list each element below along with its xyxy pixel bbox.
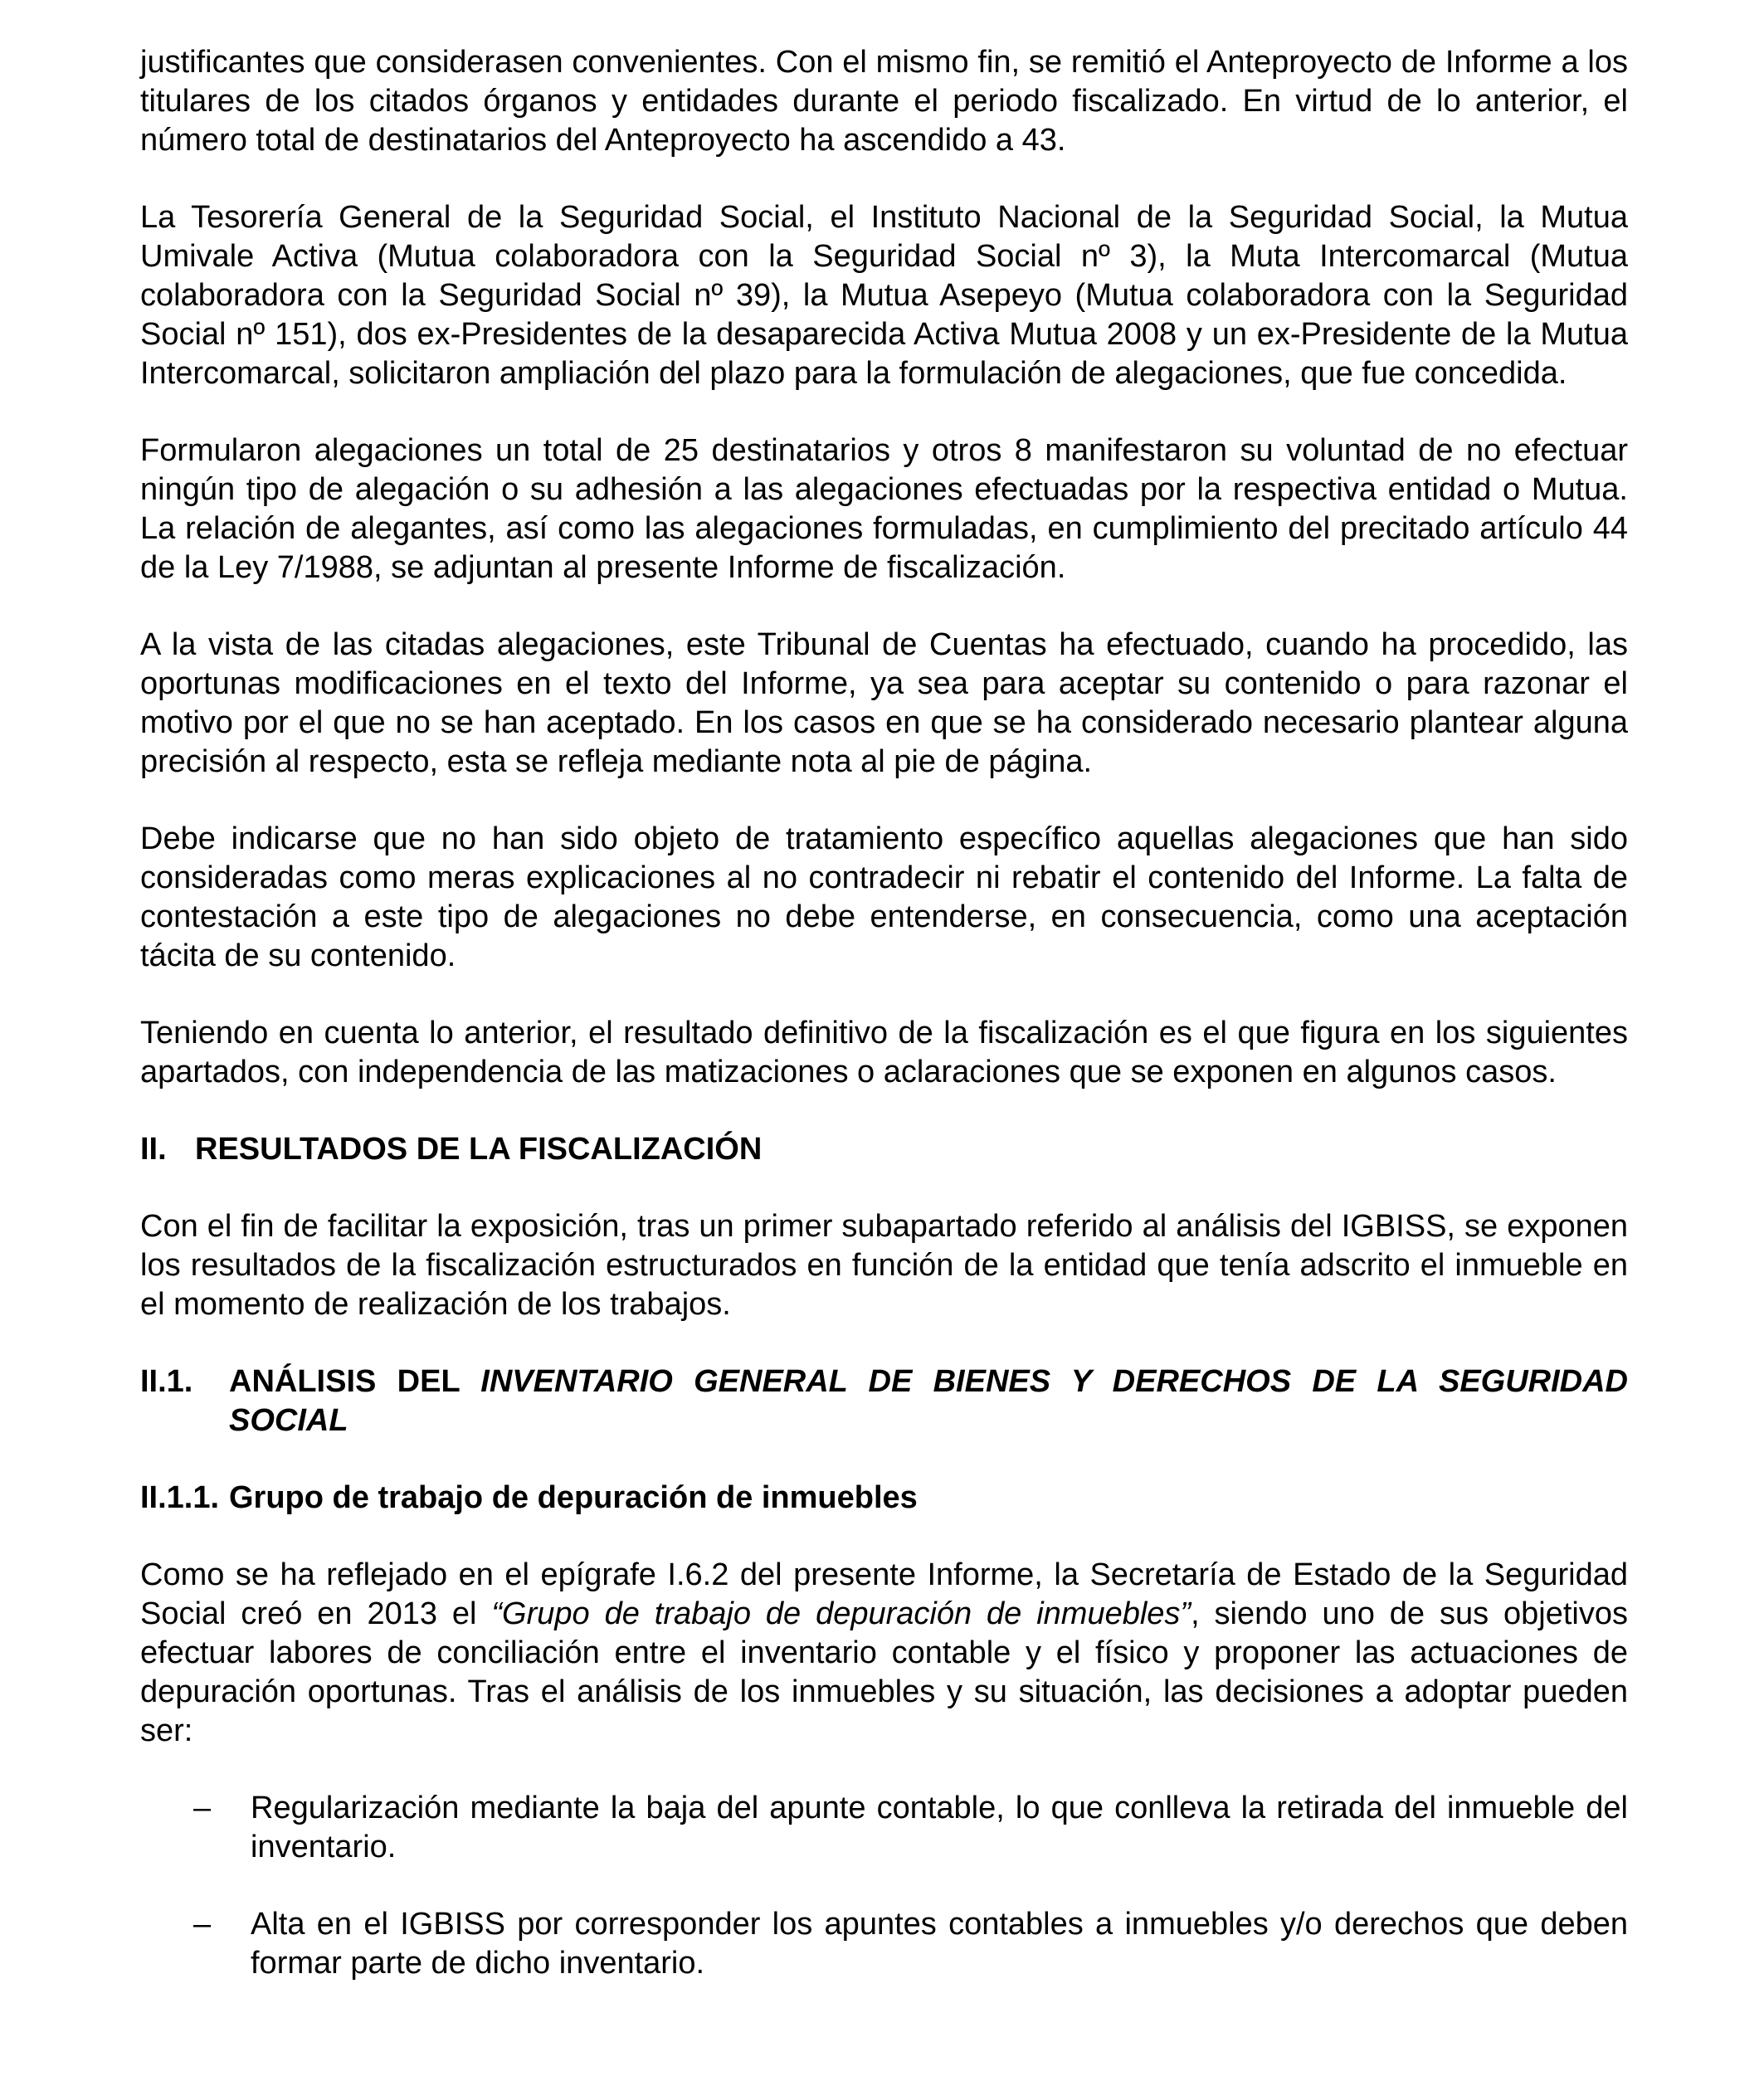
subsection-title-italic: INVENTARIO GENERAL DE BIENES Y DERECHOS DE LA SEGURIDAD SOCIAL (229, 1364, 1628, 1438)
paragraph-text-end: , siendo uno de sus objetivos efectuar labores de conciliación entre el inventario contable y el físico y proponer las actuaciones de depuración oportunas. Tras el análisis de los inmuebles y su situación, las decisiones a adoptar pueden ser: (140, 1596, 1628, 1748)
decisions-list (140, 1789, 1628, 1983)
paragraph-italic-quote: “Grupo de trabajo de depuración de inmuebles” (491, 1596, 1191, 1631)
paragraph-grupo-trabajo-depuracion (140, 1556, 1628, 1751)
list-item-text: Alta en el IGBISS por corresponder los apuntes contables a inmuebles y/o derechos que deben formar parte de dicho inventario. (251, 1907, 1628, 1981)
list-item (140, 1905, 1628, 1983)
paragraph-anteproyecto-destinatarios: justificantes que considerasen convenientes. Con el mismo fin, se remitió el Anteproyecto de Informe a los titulares de los citados órganos y entidades durante el periodo fiscalizado. En virtud de lo anterior, el número total de destinatarios del Anteproyecto ha ascendido a 43. (140, 45, 1628, 158)
paragraph-resultado-definitivo: Teniendo en cuenta lo anterior, el resultado definitivo de la fiscalización es el que figura en los siguientes apartados, con independencia de las matizaciones o aclaraciones que se exponen en algunos casos. (140, 1016, 1628, 1089)
section-heading-resultados (140, 1130, 1628, 1169)
paragraph-modificaciones-informe: A la vista de las citadas alegaciones, este Tribunal de Cuentas ha efectuado, cuando ha procedido, las oportunas modificaciones en el texto del Informe, ya sea para aceptar su contenido o para razonar el motivo por el que no se han aceptado. En los casos en que se ha considerado necesario plantear alguna precisión al respecto, esta se refleja mediante nota al pie de página. (140, 627, 1628, 779)
document-page (140, 43, 1628, 2021)
subsection-title (229, 1362, 1628, 1440)
paragraph-exposicion-resultados: Con el fin de facilitar la exposición, tras un primer subapartado referido al análisis del IGBISS, se exponen los resultados de la fiscalización estructurados en función de la entidad que tenía adscrito el inmueble en el momento de realización de los trabajos. (140, 1209, 1628, 1322)
subsection-title-prefix: ANÁLISIS DEL (229, 1364, 481, 1399)
subsubsection-heading-grupo-trabajo (140, 1479, 1628, 1518)
section-number: II. (140, 1132, 167, 1167)
paragraph-meras-explicaciones: Debe indicarse que no han sido objeto de tratamiento específico aquellas alegaciones que han sido consideradas como meras explicaciones al no contradecir ni rebatir el contenido del Informe. La falta de contestación a este tipo de alegaciones no debe entenderse, en consecuencia, como una aceptación tácita de su contenido. (140, 821, 1628, 973)
subsubsection-number: II.1.1. (140, 1480, 220, 1515)
list-item (140, 1789, 1628, 1867)
dash-bullet-icon: – (193, 1907, 212, 1942)
paragraph-text-start: Como se ha reflejado en el epígrafe I.6.2 del presente Informe, la Secretaría de Estado de la Seguridad Social creó en 2013 el (140, 1557, 1628, 1631)
list-item-text: Regularización mediante la baja del apunte contable, lo que conlleva la retirada del inmueble del inventario. (251, 1791, 1628, 1864)
subsection-number: II.1. (140, 1364, 193, 1399)
paragraph-ampliacion-plazo: La Tesorería General de la Seguridad Social, el Instituto Nacional de la Seguridad Social, la Mutua Umivale Activa (Mutua colaboradora con la Seguridad Social nº 3), la Muta Intercomarcal (Mutua colaboradora con la Seguridad Social nº 39), la Mutua Asepeyo (Mutua colaboradora con la Seguridad Social nº 151), dos ex-Presidentes de la desaparecida Activa Mutua 2008 y un ex-Presidente de la Mutua Intercomarcal, solicitaron ampliación del plazo para la formulación de alegaciones, que fue concedida. (140, 200, 1628, 391)
subsection-heading-igbiss (140, 1362, 1628, 1440)
dash-bullet-icon: – (193, 1791, 212, 1825)
section-title: RESULTADOS DE LA FISCALIZACIÓN (195, 1132, 763, 1167)
paragraph-alegaciones-formuladas: Formularon alegaciones un total de 25 destinatarios y otros 8 manifestaron su voluntad de no efectuar ningún tipo de alegación o su adhesión a las alegaciones efectuadas por la respectiva entidad o Mutua. La relación de alegantes, así como las alegaciones formuladas, en cumplimiento del precitado artículo 44 de la Ley 7/1988, se adjuntan al presente Informe de fiscalización. (140, 433, 1628, 585)
subsubsection-title: Grupo de trabajo de depuración de inmuebles (229, 1480, 918, 1515)
